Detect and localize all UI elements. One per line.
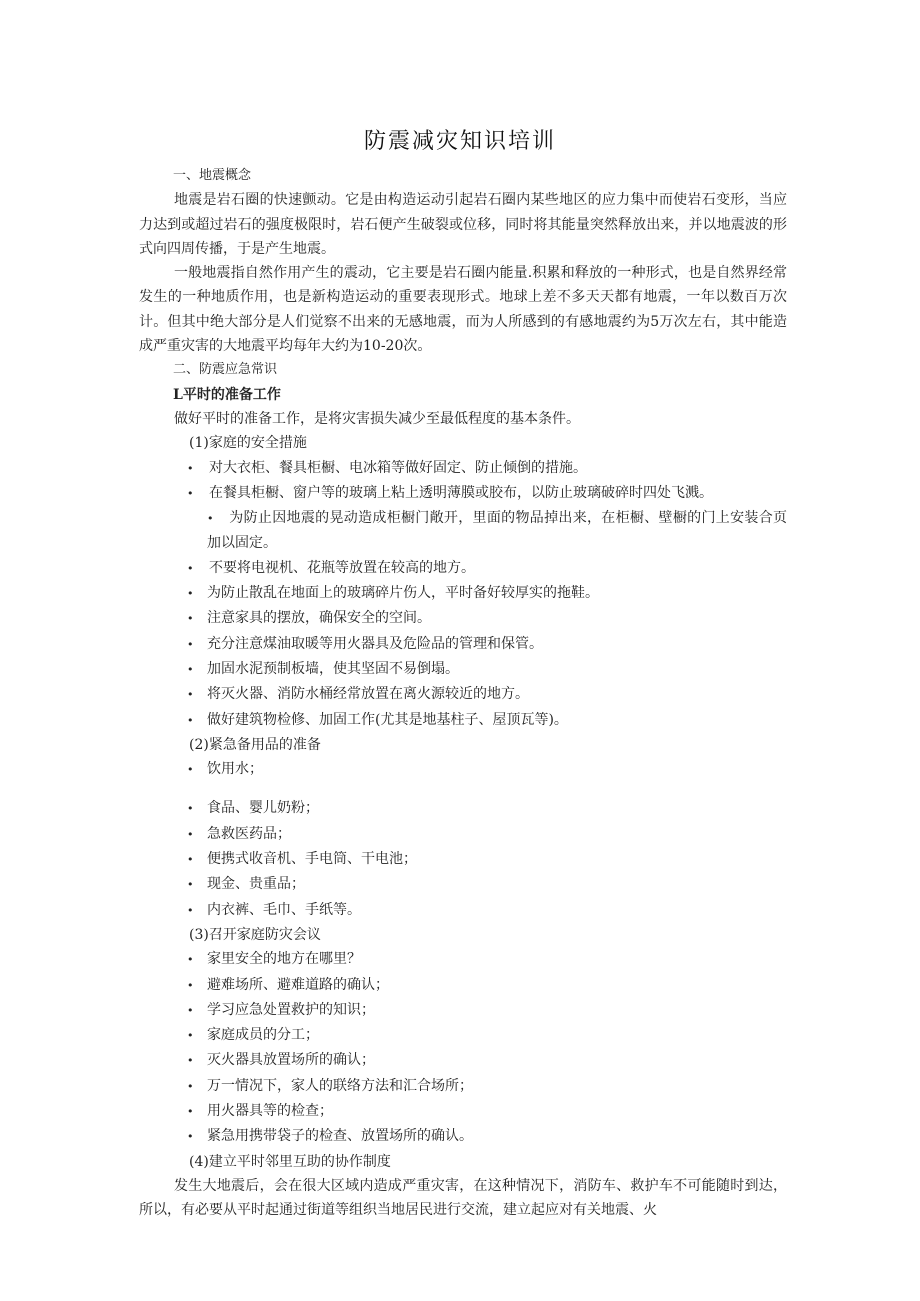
- bullet-icon: •: [187, 1029, 194, 1043]
- list-item: • 不要将电视机、花瓶等放置在较高的地方。: [139, 556, 787, 581]
- bullet-icon: •: [187, 853, 194, 867]
- list-item: • 现金、贵重品；: [139, 872, 787, 897]
- paragraph-earthquake-general: 一般地震指自然作用产生的震动，它主要是岩石圈内能量.积累和释放的一种形式，也是自然界经常发生的一种地质作用，也是新构造运动的重要表现形式。地球上差不多天天都有地震，一年以数百万次计。但其中绝大部分是人们觉察不出来的无感地震，而为人所感到的有感地震约为5万次左右，其中能造成严重灾害的大地震平均每年大约为10-20次。: [139, 265, 787, 355]
- bullet-icon: •: [187, 878, 194, 892]
- group-heading-home-safety: (1)家庭的安全措施: [189, 435, 307, 452]
- bullet-icon: •: [187, 1130, 194, 1144]
- bullet-icon: •: [187, 612, 194, 626]
- list-item: • 加固水泥预制板墙，使其坚固不易倒塌。: [139, 657, 787, 682]
- bullet-icon: •: [187, 802, 194, 816]
- list-item: • 用火器具等的检查；: [139, 1099, 787, 1124]
- bullet-icon: •: [187, 587, 194, 601]
- list-item: • 万一情况下，家人的联络方法和汇合场所；: [139, 1074, 787, 1099]
- section-heading-2: 二、防震应急常识: [173, 362, 278, 378]
- bullet-icon: •: [187, 561, 194, 575]
- group-heading-neighbor-cooperation: (4)建立平时邻里互助的协作制度: [189, 1153, 391, 1170]
- paragraph-earthquake-definition: 地震是岩石圈的快速颤动。它是由构造运动引起岩石圈内某些地区的应力集中而使岩石变形，当应力达到或超过岩石的强度极限时，岩石便产生破裂或位移，同时将其能量突然释放出来，并以地震波的形式向四周传播，于是产生地震。: [139, 192, 787, 257]
- paragraph-neighbor-cooperation: 发生大地震后，会在很大区域内造成严重灾害，在这种情况下，消防车、救护车不可能随时到达，所以，有必要从平时起通过街道等组织当地居民进行交流，建立起应对有关地震、火: [139, 1177, 787, 1219]
- list-item: • 急救医药品；: [139, 822, 787, 847]
- list-item: • 在餐具柜橱、窗户等的玻璃上粘上透明薄膜或胶布，以防止玻璃破碎时四处飞溅。: [139, 481, 787, 506]
- list-item: • 学习应急处置救护的知识；: [139, 998, 787, 1023]
- paragraph-daily-prep-intro: 做好平时的准备工作，是将灾害损失减少至最低程度的基本条件。: [174, 410, 580, 427]
- list-item: • 做好建筑物检修、加固工作(尤其是地基柱子、屋顶瓦等)。: [139, 708, 787, 733]
- document-title: 防震减灾知识培训: [363, 129, 556, 154]
- bullet-icon: •: [187, 978, 194, 992]
- group-heading-emergency-supplies: (2)紧急备用品的准备: [189, 736, 321, 753]
- bullet-icon: •: [187, 637, 194, 651]
- spacer: [139, 782, 787, 796]
- list-item: • 为防止因地震的晃动造成柜橱门敞开，里面的物品掉出来，在柜橱、壁橱的门上安装合页加以固定。: [139, 506, 787, 556]
- list-item: • 充分注意煤油取暖等用火器具及危险品的管理和保管。: [139, 632, 787, 657]
- bullet-icon: •: [187, 688, 194, 702]
- list-item: • 避难场所、避难道路的确认；: [139, 973, 787, 998]
- list-item: • 将灭火器、消防水桶经常放置在离火源较近的地方。: [139, 682, 787, 707]
- bullet-icon: •: [187, 1003, 194, 1017]
- list-item: • 为防止散乱在地面上的玻璃碎片伤人，平时备好较厚实的拖鞋。: [139, 581, 787, 606]
- list-item: • 紧急用携带袋子的检查、放置场所的确认。: [139, 1124, 787, 1149]
- list-item: • 食品、婴儿奶粉；: [139, 796, 787, 821]
- bullet-icon: •: [187, 903, 194, 917]
- bullet-icon: •: [187, 1054, 194, 1068]
- list-item: • 灭火器具放置场所的确认；: [139, 1048, 787, 1073]
- list-item: • 饮用水；: [139, 757, 787, 782]
- bullet-icon: •: [187, 486, 194, 500]
- bullet-icon: •: [187, 662, 194, 676]
- bullet-icon: •: [207, 512, 214, 526]
- list-item: • 注意家具的摆放，确保安全的空间。: [139, 606, 787, 631]
- bullet-icon: •: [187, 953, 194, 967]
- document-body: [139, 164, 787, 1222]
- bullet-icon: •: [187, 1104, 194, 1118]
- bullet-icon: •: [187, 763, 194, 777]
- bullet-icon: •: [187, 827, 194, 841]
- list-item: • 内衣裤、毛巾、手纸等。: [139, 898, 787, 923]
- subsection-heading-daily-prep: L平时的准备工作: [173, 386, 281, 403]
- bullet-icon: •: [187, 461, 194, 475]
- list-item: • 便携式收音机、手电筒、干电池；: [139, 847, 787, 872]
- bullet-icon: •: [187, 1079, 194, 1093]
- list-item: • 对大衣柜、餐具柜橱、电冰箱等做好固定、防止倾倒的措施。: [139, 456, 787, 481]
- list-item: • 家里安全的地方在哪里？: [139, 947, 787, 972]
- section-heading-1: 一、地震概念: [173, 168, 252, 183]
- bullet-icon: •: [187, 713, 194, 727]
- list-item: • 家庭成员的分工；: [139, 1023, 787, 1048]
- list-emergency-supplies: [139, 757, 787, 923]
- list-home-safety: [139, 456, 787, 733]
- list-family-meeting: [139, 947, 787, 1149]
- group-heading-family-meeting: (3)召开家庭防灾会议: [189, 926, 321, 943]
